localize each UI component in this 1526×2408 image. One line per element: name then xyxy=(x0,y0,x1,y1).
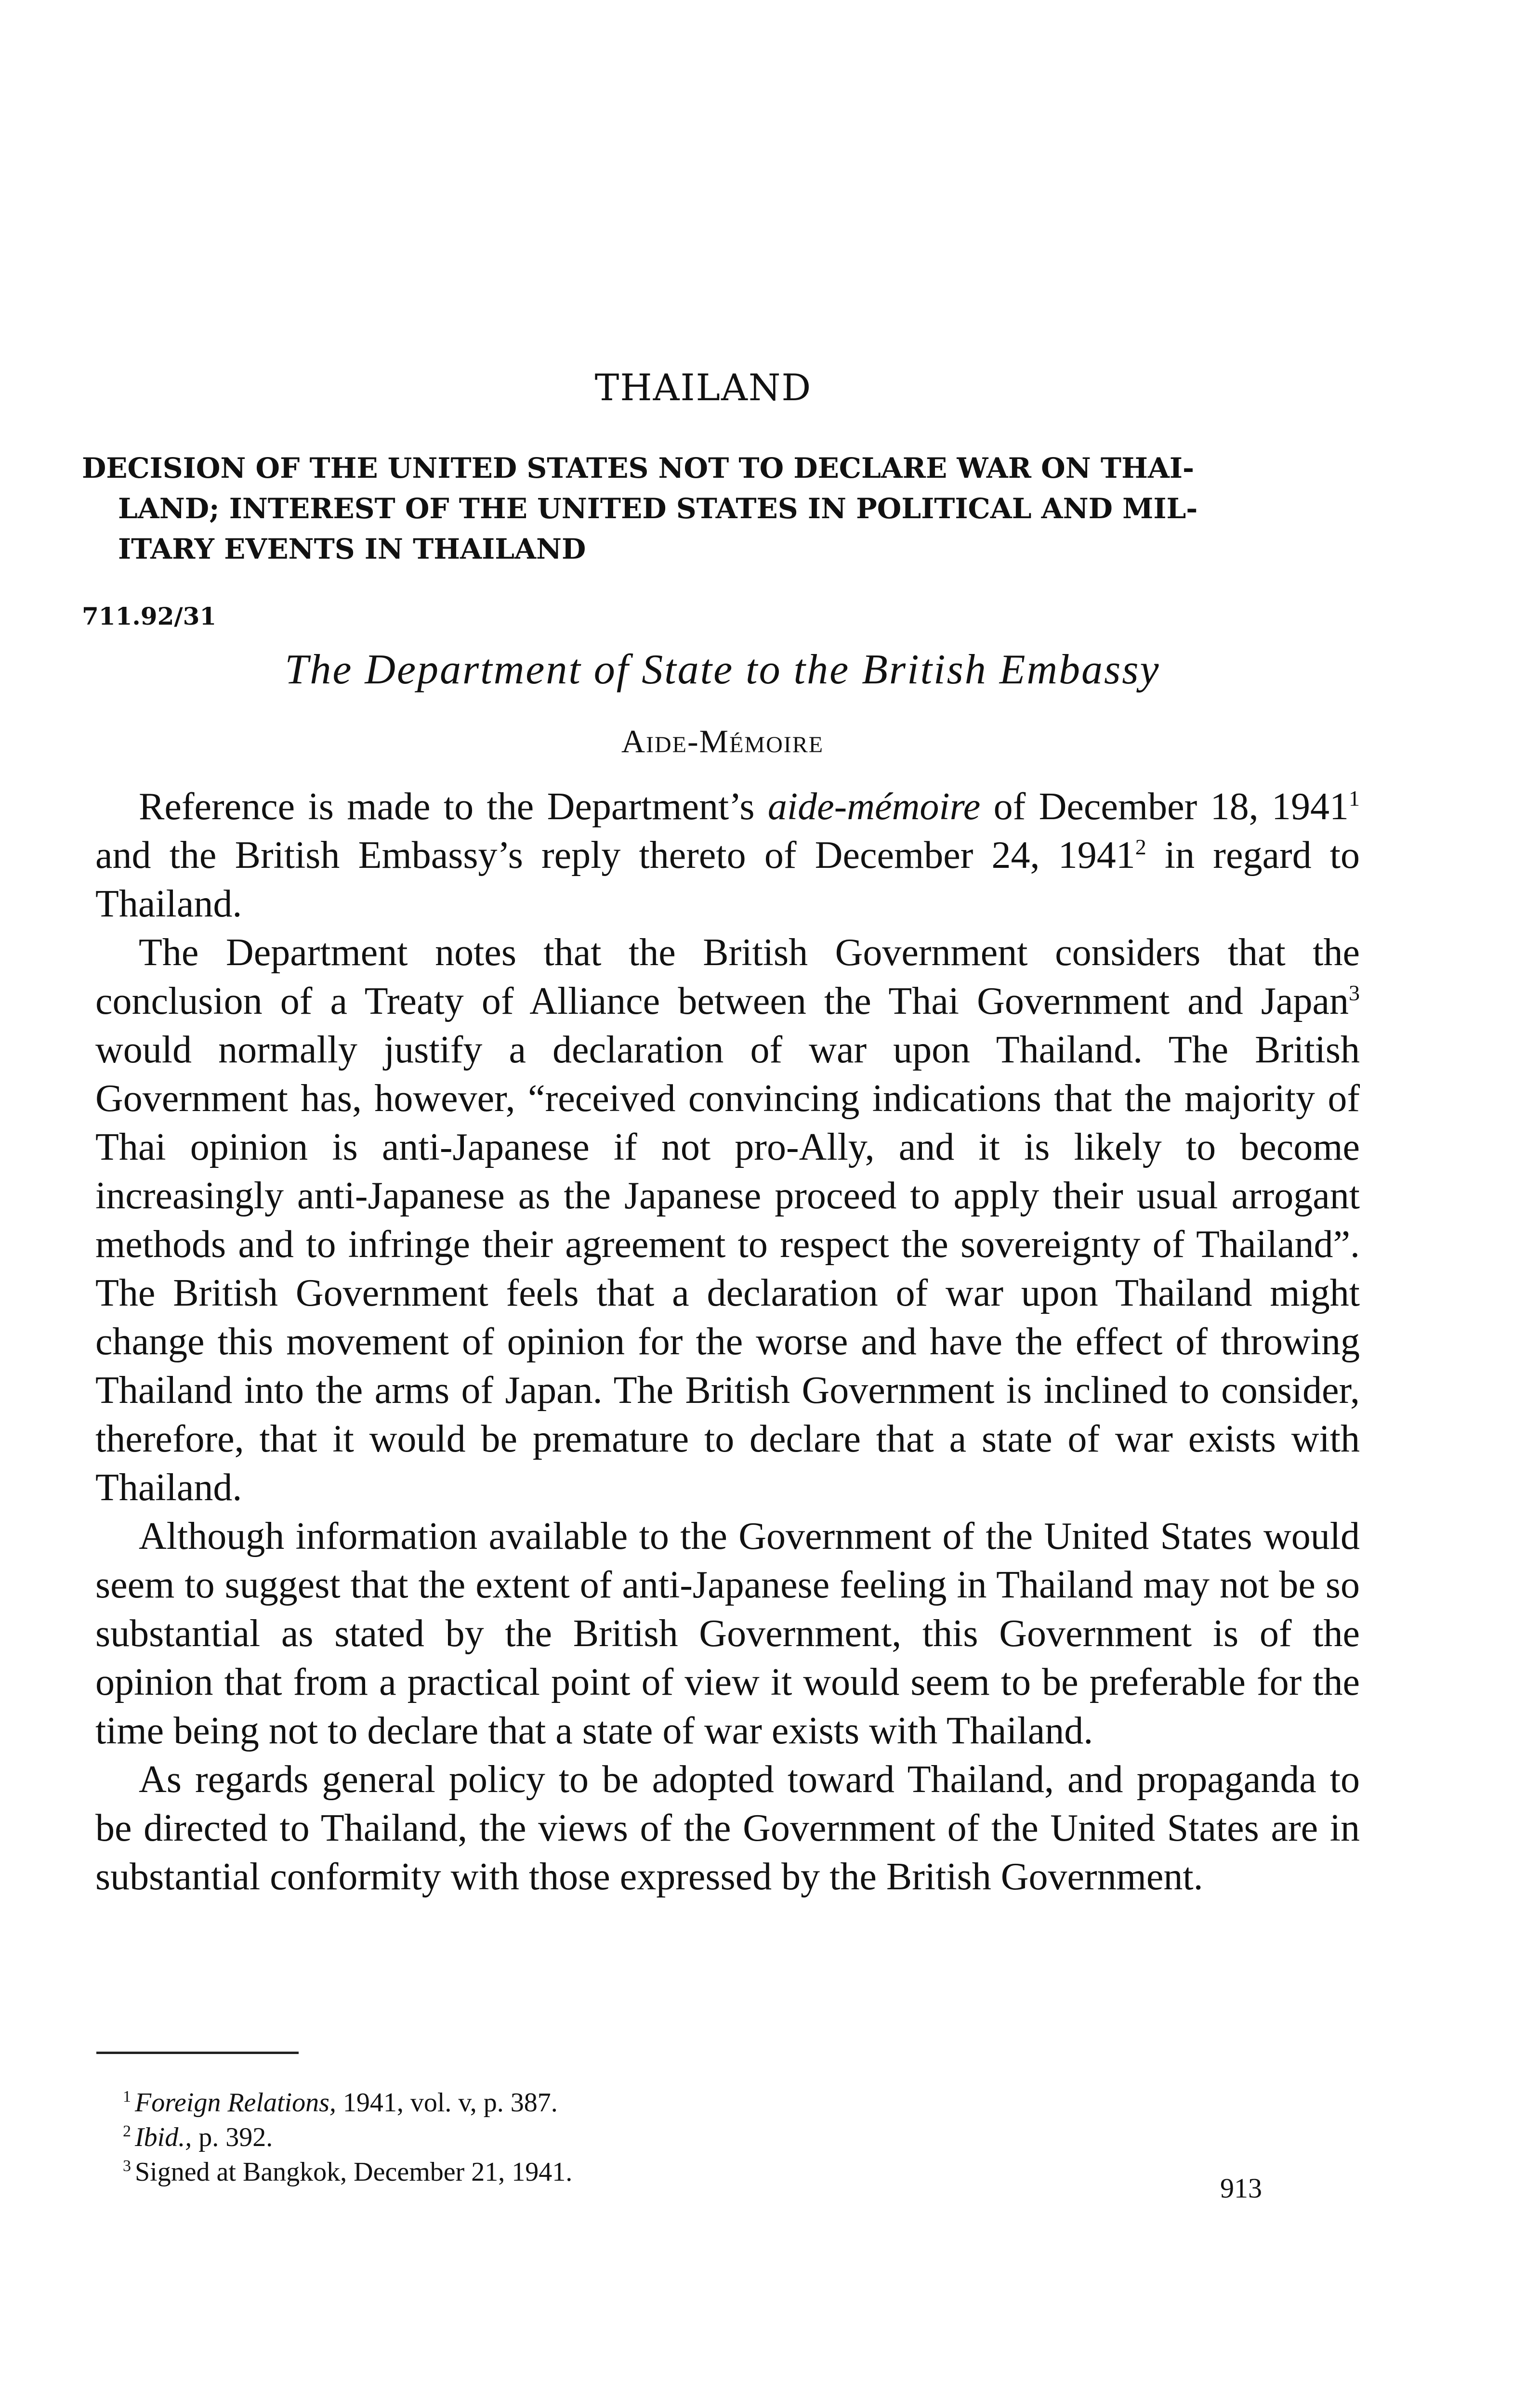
footnote-3 xyxy=(123,2155,990,2189)
section-heading-line-3: ITARY EVENTS IN THAILAND xyxy=(118,533,586,565)
footnote-ref-1: 1 xyxy=(1349,786,1360,811)
paragraph-4: As regards general policy to be adopted toward Thailand, and propaganda to be directed to Thailand, the views of the Government of the United States are in substantial conformity with those expressed by the British Government. xyxy=(95,1758,1360,1898)
document-title: The Department of State to the British Embassy xyxy=(285,646,1160,693)
page-number: 913 xyxy=(1220,2172,1262,2204)
footnote-ref-3: 3 xyxy=(1349,981,1360,1005)
footnote-divider xyxy=(96,2052,299,2054)
footnote-italic: Foreign Relations, xyxy=(135,2088,336,2118)
paragraph-2 xyxy=(95,929,1360,1512)
footnotes xyxy=(123,2085,990,2189)
section-heading xyxy=(82,448,1363,569)
footnote-marker: 3 xyxy=(123,2157,131,2175)
paragraph-2-text-b: would normally justify a declaration of war upon Thailand. The British Government has, however, “received convincing indications that the majority of Thai opinion is anti-Japanese if not pro-Ally, and it is likely to become increasingly anti-Japanese as the Japanese proceed to apply their usual arrogant methods and to infringe their agreement to respect the sovereignty of Thailand”. The British Government feels that a declaration of war upon Thailand might change this movement of opinion for the worse and have the effect of throwing Thailand into the arms of Japan. The British Government is inclined to consider, therefore, that it would be premature to declare that a state of war exists with Thailand. xyxy=(95,1029,1360,1509)
aide-memoire-term: aide-mémoire xyxy=(767,785,981,828)
paragraph-1-text-e: in regard to Thailand. xyxy=(95,834,1360,925)
footnote-2 xyxy=(123,2120,990,2155)
section-heading-line-1: DECISION OF THE UNITED STATES NOT TO DECLARE WAR ON THAI- xyxy=(82,452,1195,484)
paragraph-1 xyxy=(95,783,1360,929)
footnote-marker: 2 xyxy=(123,2122,131,2140)
footnote-marker: 1 xyxy=(123,2088,131,2106)
footnote-text: Signed at Bangkok, December 21, 1941. xyxy=(135,2157,573,2187)
paragraph-1-text-d: and the British Embassy’s reply thereto of December 24, 1941 xyxy=(95,834,1135,877)
country-heading: THAILAND xyxy=(594,366,812,409)
footnote-text: p. 392. xyxy=(192,2122,273,2152)
footnote-text: 1941, vol. v, p. 387. xyxy=(336,2088,558,2118)
footnote-1 xyxy=(123,2085,990,2120)
paragraph-2-text-a: The Department notes that the British Government considers that the conclusion of a Treaty of Alliance between the Thai Government and Japan xyxy=(95,931,1360,1022)
document-type: Aide-Mémoire xyxy=(621,723,824,759)
paragraph-3: Although information available to the Government of the United States would seem to suggest that the extent of anti-Japanese feeling in Thailand may not be so substantial as stated by the British Government, this Government is of the opinion that from a practical point of view it would seem to be preferable for the time being not to declare that a state of war exists with Thailand. xyxy=(95,1515,1360,1752)
footnote-ref-2: 2 xyxy=(1135,835,1146,859)
document-body xyxy=(95,783,1360,1901)
footnote-italic: Ibid., xyxy=(135,2122,192,2152)
file-number: 711.92/31 xyxy=(82,602,217,630)
paragraph-1-text-c: of December 18, 1941 xyxy=(980,785,1349,828)
section-heading-line-2: LAND; INTEREST OF THE UNITED STATES IN POLITICAL AND MIL- xyxy=(118,492,1198,525)
paragraph-1-text-a: Reference is made to the Department’s xyxy=(139,785,768,828)
